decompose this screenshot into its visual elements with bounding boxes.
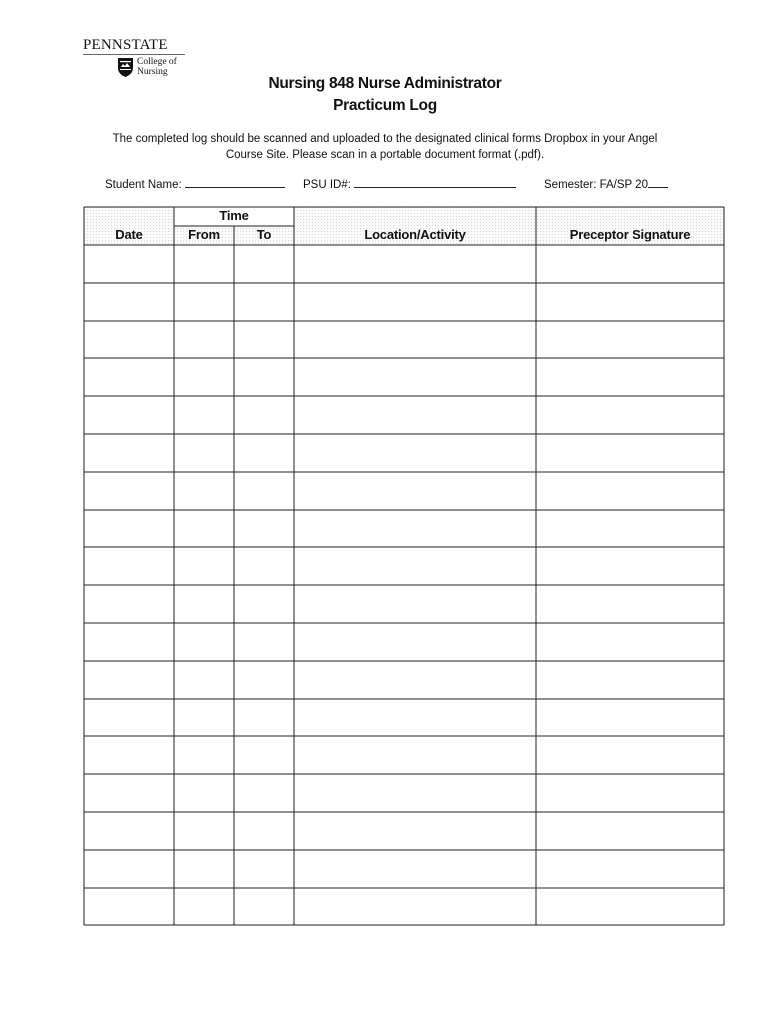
table-row[interactable] [84,850,724,888]
student-name-label: Student Name: [105,179,182,191]
table-row[interactable] [84,585,724,623]
table-row[interactable] [84,547,724,585]
table-row[interactable] [84,434,724,472]
header-location: Location/Activity [364,227,466,242]
college-line1: College of [137,57,177,67]
university-name: PENNSTATE [83,37,168,53]
table-row[interactable] [84,245,724,283]
table-row[interactable] [84,396,724,434]
college-line2: Nursing [137,67,168,77]
table-row[interactable] [84,472,724,510]
table-row[interactable] [84,358,724,396]
table-row[interactable] [84,510,724,548]
psu-id-label: PSU ID#: [303,179,351,191]
form-title: Nursing 848 Nurse Administrator [268,75,502,92]
table-row[interactable] [84,736,724,774]
header-from: From [188,227,220,242]
table-row[interactable] [84,774,724,812]
instructions-line1: The completed log should be scanned and uploaded to the designated clinical forms Dropbox in your Angel [112,133,658,145]
table-row[interactable] [84,321,724,359]
table-row[interactable] [84,661,724,699]
semester-label: Semester: FA/SP 20 [544,179,648,191]
header-signature: Preceptor Signature [569,227,691,242]
instructions-line2: Course Site. Please scan in a portable document format (.pdf). [225,149,545,161]
table-row[interactable] [84,888,724,926]
header-to: To [256,227,272,242]
header-date: Date [115,227,143,242]
form-subtitle: Practicum Log [333,97,437,114]
table-row[interactable] [84,283,724,321]
table-row[interactable] [84,623,724,661]
table-row[interactable] [84,812,724,850]
header-time: Time [219,208,249,223]
table-row[interactable] [84,699,724,737]
